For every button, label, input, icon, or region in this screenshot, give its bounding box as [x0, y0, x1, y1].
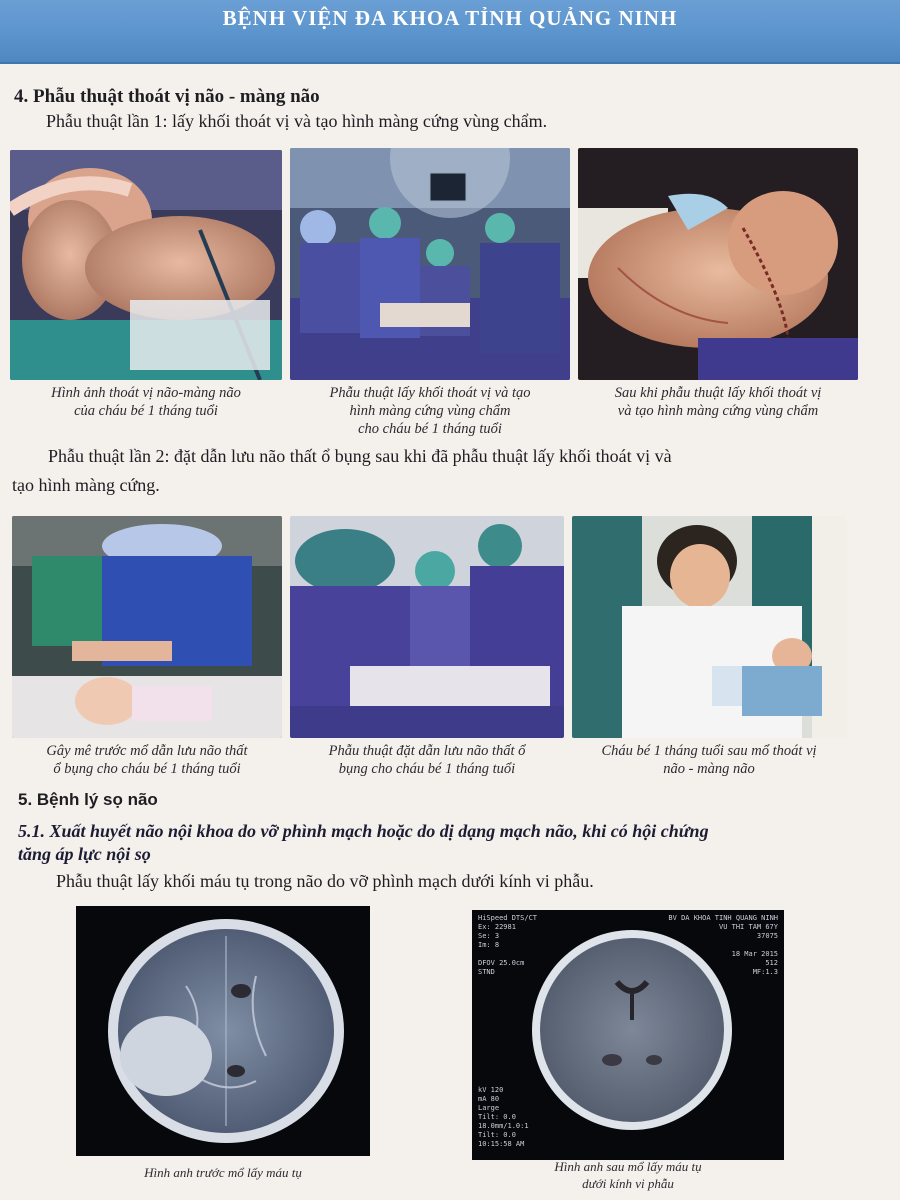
caption-ct-before: Hình anh trước mổ lấy máu tụ	[144, 1165, 302, 1180]
photo-after-first-surgery	[578, 148, 858, 380]
ct-overlay-text: STND	[478, 968, 495, 976]
ct-overlay-text: 37075	[756, 932, 778, 940]
photo-anesthesia	[12, 516, 282, 738]
ct-overlay-text: 18 Mar 2015	[731, 950, 778, 958]
caption-drainage-surgery: Phẫu thuật đặt dẫn lưu não thất ổ bụng cho cháu bé 1 tháng tuổi	[328, 743, 526, 777]
second-operation-line-1: Phẫu thuật lần 2: đặt dẫn lưu não thất ổ bụng sau khi đã phẫu thuật lấy khối thoát vị và	[48, 446, 672, 466]
caption-after-first-surgery: Sau khi phẫu thuật lấy khối thoát vị và tạo hình màng cứng vùng chẩm	[614, 385, 822, 419]
section-5-body: Phẫu thuật lấy khối máu tụ trong não do vỡ phình mạch dưới kính vi phẫu.	[56, 871, 594, 891]
photo-first-surgery	[290, 148, 570, 380]
caption-encephalocele-infant: Hình ảnh thoát vị não-màng não của cháu bé 1 tháng tuổi	[51, 385, 241, 419]
ct-overlay-text: 10:15:58 AM	[478, 1140, 525, 1148]
hospital-name: BỆNH VIỆN ĐA KHOA TỈNH QUẢNG NINH	[222, 6, 678, 30]
ct-overlay-text: Tilt: 0.0	[478, 1113, 516, 1121]
ct-overlay-text: BV DA KHOA TINH QUANG NINH	[668, 914, 778, 922]
ct-overlay-text: VU THI TAM 67Y	[718, 923, 778, 931]
caption-first-surgery: Phẫu thuật lấy khối thoát vị và tạo hình màng cứng vùng chẩm cho cháu bé 1 tháng tuổi	[329, 385, 531, 437]
ct-overlay-text: HiSpeed DTS/CT	[478, 914, 538, 922]
ct-overlay-text: 512	[765, 959, 778, 967]
photo-drainage-surgery	[290, 516, 564, 738]
ct-overlay-text: DFOV 25.0cm	[478, 959, 525, 967]
second-operation-line-2: tạo hình màng cứng.	[12, 475, 160, 495]
ct-overlay-text: 18.0mm/1.0:1	[478, 1122, 529, 1130]
section-4-intro: Phẫu thuật lần 1: lấy khối thoát vị và tạo hình màng cứng vùng chẩm.	[46, 111, 548, 131]
section-4-heading: 4. Phẫu thuật thoát vị não - màng não	[14, 86, 320, 107]
caption-ct-after: Hình anh sau mổ lấy máu tụ dưới kính vi phẫu	[554, 1159, 702, 1191]
header-bar	[0, 0, 900, 64]
photo-encephalocele-infant	[10, 150, 282, 380]
caption-infant-after-surgery: Cháu bé 1 tháng tuổi sau mổ thoát vị não - màng não	[601, 743, 817, 777]
ct-scan-after-surgery	[472, 910, 784, 1160]
ct-scan-before-surgery	[76, 906, 370, 1156]
ct-overlay-text: MF:1.3	[752, 968, 778, 976]
photo-infant-after-surgery	[572, 516, 846, 738]
ct-overlay-text: Large	[478, 1104, 500, 1112]
ct-overlay-text: Se: 3	[478, 932, 500, 940]
subsection-5-1-line-1: 5.1. Xuất huyết não nội khoa do vỡ phình mạch hoặc do dị dạng mạch não, khi có hội chứng	[18, 821, 709, 841]
ct-overlay-text: Tilt: 0.0	[478, 1131, 516, 1139]
subsection-5-1-line-2: tăng áp lực nội sọ	[18, 844, 151, 864]
section-5-heading: 5. Bệnh lý sọ não	[18, 790, 158, 809]
ct-overlay-text: Ex: 22981	[478, 923, 516, 931]
ct-overlay-text: Im: 8	[478, 941, 500, 949]
ct-overlay-text: mA 80	[478, 1095, 500, 1103]
caption-anesthesia: Gây mê trước mổ dẫn lưu não thất ổ bụng cho cháu bé 1 tháng tuổi	[46, 743, 248, 777]
ct-overlay-text: kV 120	[478, 1086, 504, 1094]
